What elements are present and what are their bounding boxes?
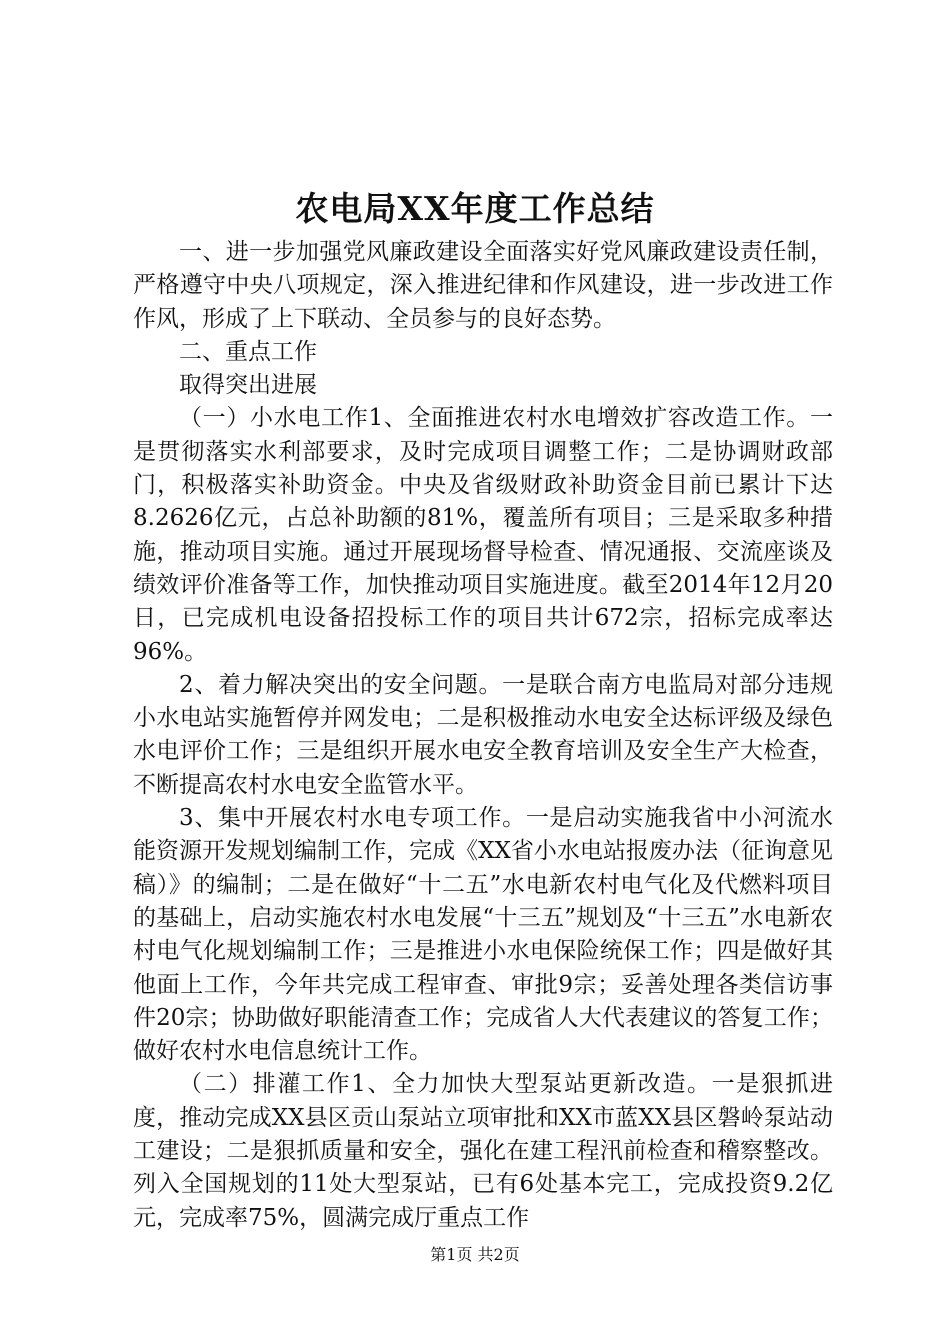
paragraph-progress-heading: 取得突出进展 (179, 372, 317, 399)
paragraph-irrigation: （二）排灌工作1、全力加快大型泵站更新改造。一是狠抓进度，推动完成XX县区贡山泵站立项审批和XX市蓝XX县区磐岭泵站动工建设；二是狠抓质量和安全，强化在建工程汛前检查和稽察整改。列入全国规划的11处大型泵站，已有6处基本完工，完成投资9.2亿元，完成率75%，圆满完成厅重点工作 (133, 1071, 833, 1231)
paragraph-safety-issues: 2、着力解决突出的安全问题。一是联合南方电监局对部分违规小水电站实施暂停并网发电；二是积极推动水电安全达标评级及绿色水电评价工作；三是组织开展水电安全教育培训及安全生产大检查，不断提高农村水电安全监管水平。 (133, 671, 833, 798)
document-body (133, 236, 833, 1235)
paragraph-party-conduct: 一、进一步加强党风廉政建设全面落实好党风廉政建设责任制，严格遵守中央八项规定，深入推进纪律和作风建设，进一步改进工作作风，形成了上下联动、全员参与的良好态势。 (133, 239, 833, 332)
paragraph-small-hydropower: （一）小水电工作1、全面推进农村水电增效扩容改造工作。一是贯彻落实水利部要求，及时完成项目调整工作；二是协调财政部门，积极落实补助资金。中央及省级财政补助资金目前已累计下达8.2626亿元，占总补助额的81%，覆盖所有项目；三是采取多种措施，推动项目实施。通过开展现场督导检查、情况通报、交流座谈及绩效评价准备等工作，加快推动项目实施进度。截至2014年12月20日，已完成机电设备招投标工作的项目共计672宗，招标完成率达96%。 (133, 405, 833, 665)
page-number-footer: 第1页 共2页 (430, 1245, 520, 1264)
paragraph-special-work: 3、集中开展农村水电专项工作。一是启动实施我省中小河流水能资源开发规划编制工作，完成《XX省小水电站报废办法（征询意见稿）》的编制；二是在做好“十二五”水电新农村电气化及代燃料项目的基础上，启动实施农村水电发展“十三五”规划及“十三五”水电新农村电气化规划编制工作；三是推进小水电保险统保工作；四是做好其他面上工作，今年共完成工程审查、审批9宗；妥善处理各类信访事件20宗；协助做好职能清查工作；完成省人大代表建议的答复工作；做好农村水电信息统计工作。 (133, 805, 833, 1065)
paragraph-key-work-heading: 二、重点工作 (179, 338, 317, 365)
document-title: 农电局XX年度工作总结 (295, 189, 655, 228)
